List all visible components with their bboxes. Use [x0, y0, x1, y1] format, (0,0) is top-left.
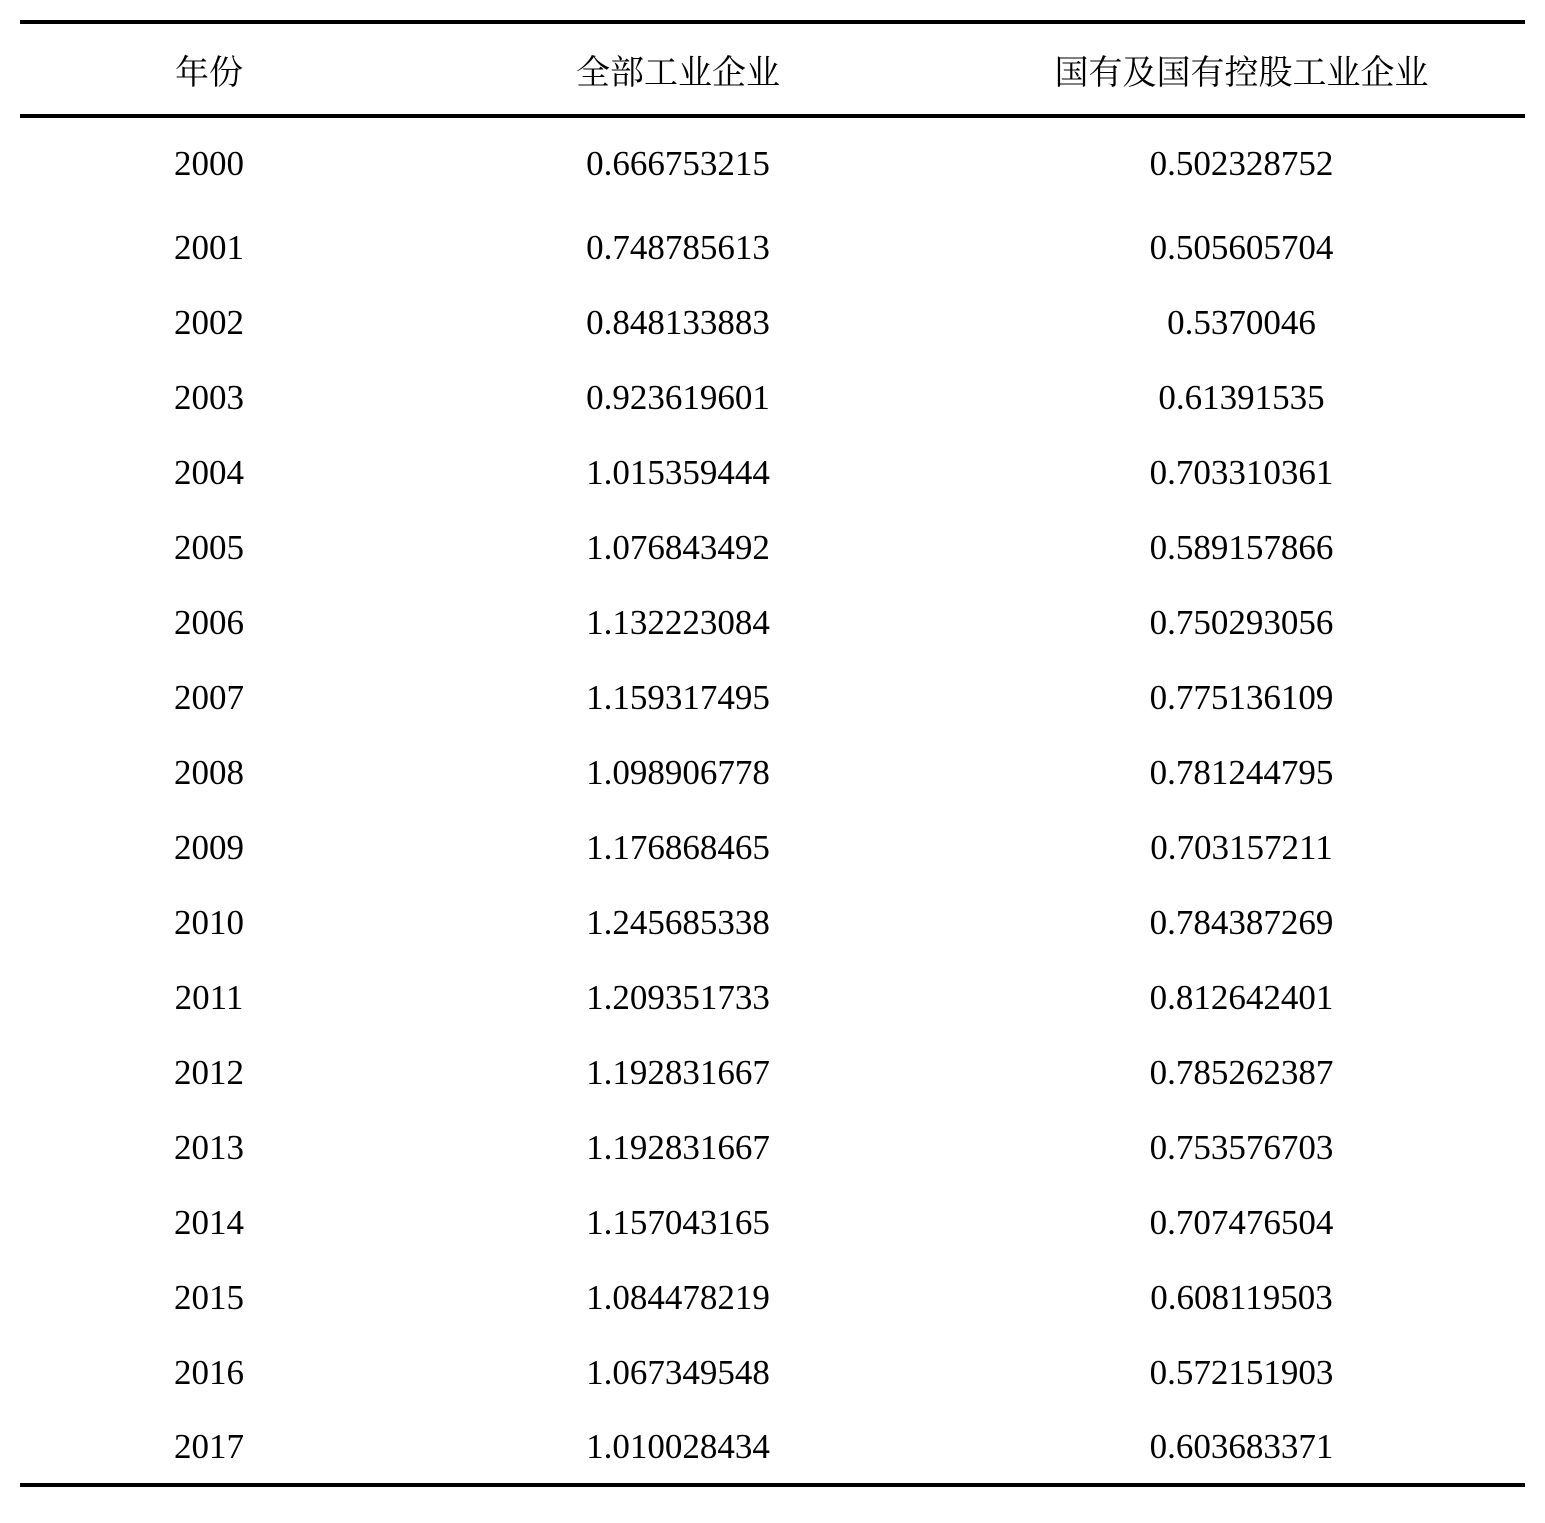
cell-year: 2014: [174, 1202, 244, 1242]
cell-year: 2017: [174, 1426, 244, 1466]
cell-all-industrial-enterprises: 1.015359444: [586, 452, 770, 492]
cell-state-owned-enterprises: 0.781244795: [1149, 752, 1334, 792]
table-row: [20, 1185, 1525, 1260]
cell-year: 2013: [174, 1127, 244, 1167]
cell-year: 2000: [174, 144, 244, 183]
cell-state-owned-enterprises: 0.703310361: [1149, 452, 1334, 492]
cell-all-industrial-enterprises: 0.748785613: [586, 227, 770, 267]
cell-year: 2003: [174, 377, 244, 417]
cell-year: 2006: [174, 602, 244, 642]
cell-year: 2005: [174, 527, 244, 567]
cell-state-owned-enterprises: 0.603683371: [1149, 1426, 1334, 1466]
header-all-industrial-enterprises: 全部工业企业: [576, 52, 780, 93]
table-row: [20, 435, 1525, 510]
cell-state-owned-enterprises: 0.502328752: [1149, 144, 1334, 183]
cell-year: 2016: [174, 1352, 244, 1392]
cell-all-industrial-enterprises: 0.923619601: [586, 377, 770, 417]
cell-year: 2010: [174, 902, 244, 942]
table-row: [20, 810, 1525, 885]
cell-all-industrial-enterprises: 1.159317495: [586, 677, 770, 717]
table-row: [20, 360, 1525, 435]
table-row: [20, 1410, 1525, 1485]
cell-year: 2011: [174, 977, 244, 1017]
cell-year: 2001: [174, 227, 244, 267]
cell-state-owned-enterprises: 0.505605704: [1149, 227, 1334, 267]
table-row: [20, 735, 1525, 810]
header-year: 年份: [175, 52, 243, 93]
table-row: [20, 1035, 1525, 1110]
cell-state-owned-enterprises: 0.775136109: [1149, 677, 1334, 717]
cell-all-industrial-enterprises: 1.010028434: [586, 1426, 770, 1466]
cell-all-industrial-enterprises: 1.192831667: [586, 1127, 770, 1167]
cell-state-owned-enterprises: 0.589157866: [1149, 527, 1334, 567]
cell-state-owned-enterprises: 0.5370046: [1167, 302, 1316, 342]
data-table: [20, 20, 1525, 1487]
table-row: [20, 960, 1525, 1035]
cell-state-owned-enterprises: 0.785262387: [1149, 1052, 1334, 1092]
cell-state-owned-enterprises: 0.703157211: [1150, 827, 1333, 867]
cell-state-owned-enterprises: 0.707476504: [1149, 1202, 1334, 1242]
cell-all-industrial-enterprises: 1.192831667: [586, 1052, 770, 1092]
cell-all-industrial-enterprises: 1.209351733: [586, 977, 770, 1017]
cell-year: 2012: [174, 1052, 244, 1092]
cell-state-owned-enterprises: 0.572151903: [1149, 1352, 1334, 1392]
table-header-row: [20, 22, 1525, 116]
table-row: [20, 1110, 1525, 1185]
cell-state-owned-enterprises: 0.753576703: [1149, 1127, 1334, 1167]
table-row: [20, 1260, 1525, 1335]
cell-year: 2004: [174, 452, 244, 492]
cell-state-owned-enterprises: 0.61391535: [1158, 377, 1325, 417]
data-table-container: [20, 20, 1525, 1487]
cell-year: 2009: [174, 827, 244, 867]
table-row: [20, 585, 1525, 660]
cell-all-industrial-enterprises: 0.848133883: [586, 302, 770, 342]
table-row: [20, 210, 1525, 285]
cell-all-industrial-enterprises: 1.245685338: [586, 902, 770, 942]
header-state-owned-enterprises: 国有及国有控股工业企业: [1054, 52, 1429, 93]
cell-all-industrial-enterprises: 0.666753215: [586, 144, 770, 183]
cell-all-industrial-enterprises: 1.132223084: [586, 602, 770, 642]
table-row: [20, 885, 1525, 960]
table-row: [20, 285, 1525, 360]
table-row: [20, 660, 1525, 735]
cell-year: 2015: [174, 1277, 244, 1317]
cell-state-owned-enterprises: 0.608119503: [1150, 1277, 1333, 1317]
cell-all-industrial-enterprises: 1.067349548: [586, 1352, 770, 1392]
cell-state-owned-enterprises: 0.812642401: [1149, 977, 1334, 1017]
cell-year: 2002: [174, 302, 244, 342]
table-row: [20, 116, 1525, 210]
cell-year: 2008: [174, 752, 244, 792]
table-body: [20, 116, 1525, 1485]
cell-state-owned-enterprises: 0.750293056: [1149, 602, 1334, 642]
table-row: [20, 510, 1525, 585]
cell-all-industrial-enterprises: 1.084478219: [586, 1277, 770, 1317]
cell-year: 2007: [174, 677, 244, 717]
cell-all-industrial-enterprises: 1.176868465: [586, 827, 770, 867]
cell-all-industrial-enterprises: 1.076843492: [586, 527, 770, 567]
cell-all-industrial-enterprises: 1.157043165: [586, 1202, 770, 1242]
table-row: [20, 1335, 1525, 1410]
cell-all-industrial-enterprises: 1.098906778: [586, 752, 770, 792]
cell-state-owned-enterprises: 0.784387269: [1149, 902, 1334, 942]
